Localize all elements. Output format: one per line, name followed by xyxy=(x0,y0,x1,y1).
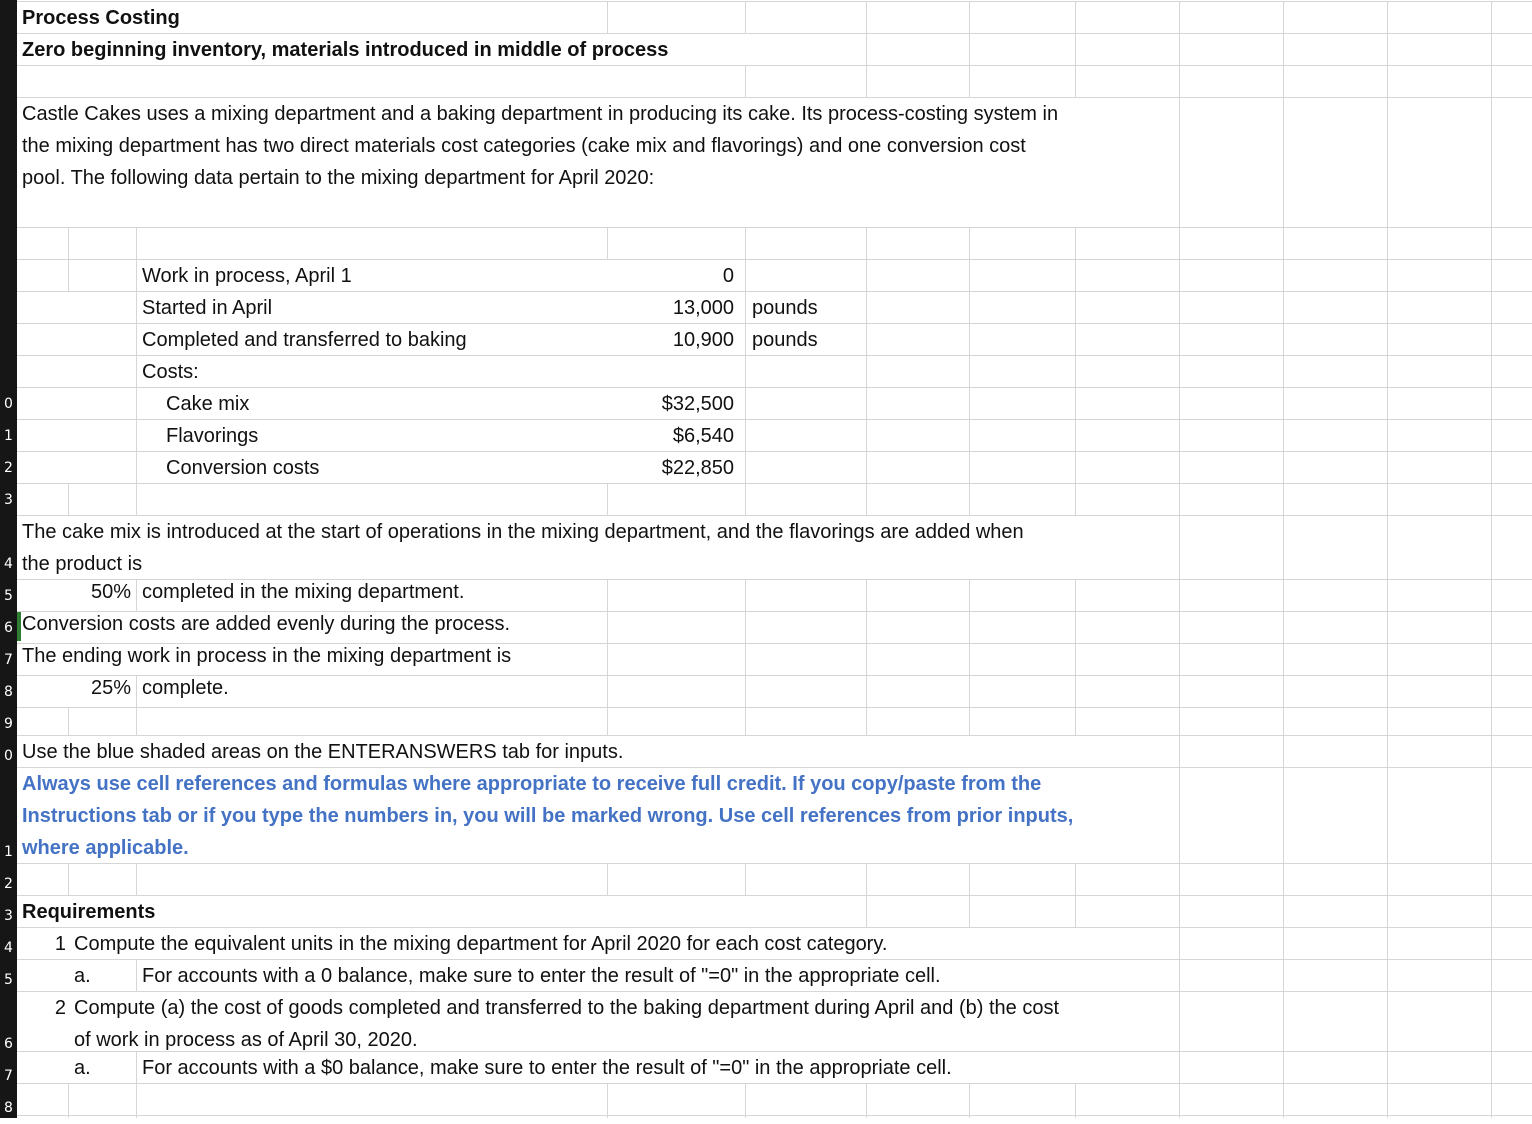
cake-mix-label[interactable]: Cake mix xyxy=(166,393,250,415)
started-unit[interactable]: pounds xyxy=(752,297,818,319)
ending-percent[interactable]: 25% xyxy=(90,677,131,699)
gridline xyxy=(17,863,1532,864)
row-header-column[interactable] xyxy=(0,0,17,1118)
gridline xyxy=(17,419,1532,420)
row-number[interactable]: 2 xyxy=(4,460,13,476)
gridline xyxy=(17,1083,1532,1084)
gridline xyxy=(745,227,746,515)
gridline xyxy=(745,863,746,895)
gridline xyxy=(136,959,137,991)
gridline xyxy=(17,451,1532,452)
note-line[interactable]: the product is xyxy=(22,553,143,575)
row-number[interactable]: 3 xyxy=(4,908,13,924)
gridline xyxy=(1491,1,1492,1118)
note-line[interactable]: The cake mix is introduced at the start of operations in the mixing department, and the flavorings are added when xyxy=(22,521,1024,543)
gridline xyxy=(68,863,69,895)
requirement-sub-label[interactable]: a. xyxy=(74,1057,91,1079)
gridline xyxy=(17,323,1532,324)
gridline xyxy=(866,863,867,927)
completed-value[interactable]: 10,900 xyxy=(672,329,734,351)
requirement-text[interactable]: Compute (a) the cost of goods completed and transferred to the baking department during April and (b) the cost xyxy=(74,997,1060,1019)
gridline xyxy=(136,675,137,735)
row-number[interactable]: 2 xyxy=(4,876,13,892)
gridline xyxy=(745,1083,746,1118)
conversion-costs-label[interactable]: Conversion costs xyxy=(166,457,320,479)
started-label[interactable]: Started in April xyxy=(142,297,273,319)
row-number[interactable]: 4 xyxy=(4,940,13,956)
warning-line[interactable]: Instructions tab or if you type the numbers in, you will be marked wrong. Use cell references from prior inputs, xyxy=(22,805,1074,827)
row-number[interactable]: 6 xyxy=(4,1036,13,1052)
gridline xyxy=(745,65,746,97)
gridline xyxy=(1075,1,1076,97)
row-number[interactable]: 4 xyxy=(4,556,13,572)
gridline xyxy=(1075,227,1076,515)
row-number[interactable]: 0 xyxy=(4,748,13,764)
gridline xyxy=(1075,579,1076,735)
gridline xyxy=(969,1,970,97)
wip-value[interactable]: 0 xyxy=(722,265,734,287)
gridline xyxy=(17,65,1532,66)
gridline xyxy=(607,483,608,515)
gridline xyxy=(866,579,867,735)
conversion-costs-value[interactable]: $22,850 xyxy=(661,457,734,479)
gridline xyxy=(1179,1,1180,1118)
requirement-text[interactable]: of work in process as of April 30, 2020. xyxy=(74,1029,418,1051)
row-number[interactable]: 7 xyxy=(4,1068,13,1084)
ending-text[interactable]: complete. xyxy=(142,677,229,699)
gridline xyxy=(17,483,1532,484)
gridline xyxy=(17,675,1532,676)
row-number[interactable]: 8 xyxy=(4,684,13,700)
warning-line[interactable]: where applicable. xyxy=(22,837,189,859)
gridline xyxy=(17,387,1532,388)
gridline xyxy=(17,515,1532,516)
gridline xyxy=(17,227,1532,228)
sheet-title[interactable]: Process Costing xyxy=(22,7,180,29)
gridline xyxy=(17,259,1532,260)
gridline xyxy=(17,735,1532,736)
row-number[interactable]: 8 xyxy=(4,1100,13,1116)
gridline xyxy=(866,227,867,515)
gridline xyxy=(745,1,746,33)
gridline xyxy=(17,97,1532,98)
gridline xyxy=(17,1115,1532,1116)
gridline xyxy=(68,707,69,735)
gridline xyxy=(866,1,867,97)
gridline xyxy=(607,1083,608,1118)
row-number[interactable]: 5 xyxy=(4,972,13,988)
gridline xyxy=(969,863,970,927)
gridline xyxy=(17,355,1532,356)
requirement-text[interactable]: Compute the equivalent units in the mixing department for April 2020 for each cost category. xyxy=(74,933,888,955)
row-number[interactable]: 5 xyxy=(4,588,13,604)
row-number[interactable]: 3 xyxy=(4,492,13,508)
selected-row-indicator xyxy=(17,611,21,641)
row-number[interactable]: 1 xyxy=(4,428,13,444)
gridline xyxy=(136,227,137,515)
warning-line[interactable]: Always use cell references and formulas where appropriate to receive full credit. If you copy/paste from the xyxy=(22,773,1042,795)
gridline xyxy=(136,579,137,611)
flavorings-label[interactable]: Flavorings xyxy=(166,425,259,447)
intro-line[interactable]: Castle Cakes uses a mixing department and a baking department in producing its cake. Its process-costing system in xyxy=(22,103,1059,125)
gridline xyxy=(745,579,746,735)
gridline xyxy=(969,1083,970,1118)
row-number[interactable]: 6 xyxy=(4,620,13,636)
gridline xyxy=(136,1051,137,1118)
requirement-sub-label[interactable]: a. xyxy=(74,965,91,987)
gridline xyxy=(17,927,1532,928)
conversion-note[interactable]: Conversion costs are added evenly during the process. xyxy=(22,613,511,635)
gridline xyxy=(607,1,608,33)
gridline xyxy=(607,707,608,735)
intro-line[interactable]: the mixing department has two direct materials cost categories (cake mix and flavorings) and one conversion cost xyxy=(22,135,1026,157)
gridline xyxy=(866,1083,867,1118)
flavor-percent[interactable]: 50% xyxy=(90,581,131,603)
requirement-number[interactable]: 2 xyxy=(54,997,66,1019)
ending-wip-note[interactable]: The ending work in process in the mixing department is xyxy=(22,645,512,667)
gridline xyxy=(17,895,1532,896)
gridline xyxy=(1075,1083,1076,1118)
gridline xyxy=(136,863,137,895)
gridline xyxy=(969,579,970,735)
completed-label[interactable]: Completed and transferred to baking xyxy=(142,329,467,351)
costs-label[interactable]: Costs: xyxy=(142,361,199,383)
gridline xyxy=(607,579,608,707)
gridline xyxy=(17,291,1532,292)
row-number[interactable]: 7 xyxy=(4,652,13,668)
gridline xyxy=(1387,1,1388,1118)
requirements-heading[interactable]: Requirements xyxy=(22,901,156,923)
gridline xyxy=(17,959,1532,960)
flavor-text[interactable]: completed in the mixing department. xyxy=(142,581,465,603)
gridline xyxy=(17,707,1532,708)
wip-label[interactable]: Work in process, April 1 xyxy=(142,265,352,287)
gridline xyxy=(17,1,1532,2)
gridline xyxy=(1075,863,1076,927)
cake-mix-value[interactable]: $32,500 xyxy=(661,393,734,415)
sheet-subtitle[interactable]: Zero beginning inventory, materials introduced in middle of process xyxy=(22,39,669,61)
gridline xyxy=(17,991,1532,992)
requirement-number[interactable]: 1 xyxy=(54,933,66,955)
gridline xyxy=(969,227,970,515)
row-number[interactable]: 1 xyxy=(4,844,13,860)
requirement-sub-text[interactable]: For accounts with a 0 balance, make sure to enter the result of "=0" in the appropriate cell. xyxy=(142,965,941,987)
started-value[interactable]: 13,000 xyxy=(672,297,734,319)
requirement-sub-text[interactable]: For accounts with a $0 balance, make sure to enter the result of "=0" in the appropriate cell. xyxy=(142,1057,952,1079)
instruction-line[interactable]: Use the blue shaded areas on the ENTERANSWERS tab for inputs. xyxy=(22,741,624,763)
gridline xyxy=(68,483,69,515)
gridline xyxy=(17,33,1532,34)
row-number[interactable]: 9 xyxy=(4,716,13,732)
gridline xyxy=(17,767,1532,768)
gridline xyxy=(607,227,608,259)
intro-line[interactable]: pool. The following data pertain to the mixing department for April 2020: xyxy=(22,167,655,189)
gridline xyxy=(607,863,608,895)
gridline xyxy=(68,227,69,291)
row-number[interactable]: 0 xyxy=(4,396,13,412)
gridline xyxy=(68,1083,69,1118)
flavorings-value[interactable]: $6,540 xyxy=(672,425,734,447)
completed-unit[interactable]: pounds xyxy=(752,329,818,351)
gridline xyxy=(1283,1,1284,1118)
